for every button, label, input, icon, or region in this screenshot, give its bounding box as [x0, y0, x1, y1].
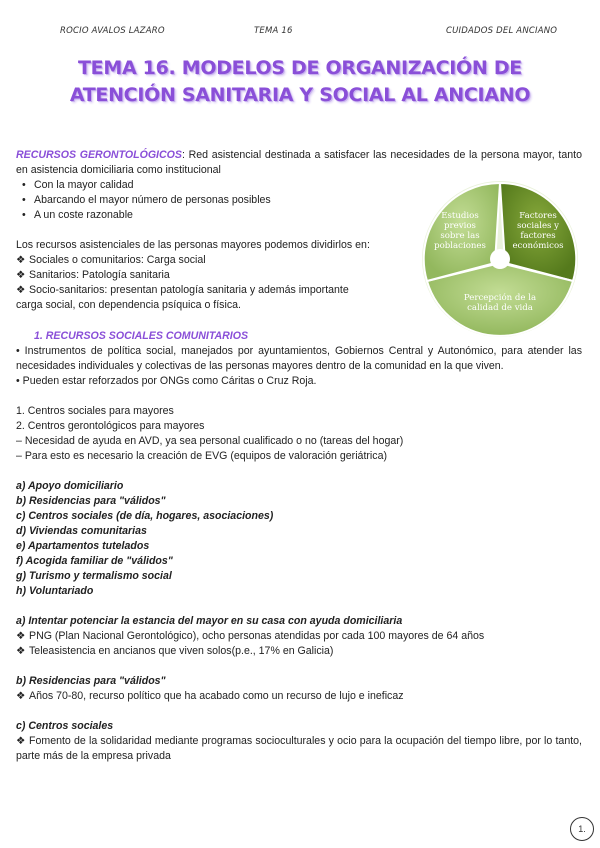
- diagram-label-factors: Factores sociales y factores económicos: [512, 211, 564, 251]
- list-item: ❖ Teleasistencia en ancianos que viven solos(p.e., 17% en Galicia): [16, 645, 334, 657]
- type-item: a) Apoyo domiciliario: [16, 480, 124, 492]
- cycle-diagram: [413, 171, 587, 341]
- diamond-bullet-icon: ❖: [16, 630, 26, 642]
- title-line-1: TEMA 16. MODELOS DE ORGANIZACIÓN DE: [78, 57, 522, 79]
- section-heading: 1. RECURSOS SOCIALES COMUNITARIOS: [34, 330, 249, 342]
- list-item: – Necesidad de ayuda en AVD, ya sea personal cualificado o no (tareas del hogar): [16, 435, 404, 447]
- list-item: • Con la mayor calidad: [34, 178, 582, 193]
- list-item: – Para esto es necesario la creación de EVG (equipos de valoración geriátrica): [16, 450, 387, 462]
- type-item: d) Viviendas comunitarias: [16, 525, 147, 537]
- diagram-label-studies: Estudios previos sobre las poblaciones: [434, 211, 486, 251]
- type-item: e) Apartamentos tutelados: [16, 540, 150, 552]
- diamond-bullet-icon: ❖: [16, 690, 26, 702]
- diamond-bullet-icon: ❖: [16, 735, 26, 747]
- list-item: ❖ Años 70-80, recurso político que ha acabado como un recurso de lujo e ineficaz: [16, 690, 404, 702]
- diagram-label-quality: Percepción de la calidad de vida: [463, 293, 537, 313]
- division-item-continued: carga social, con dependencia psíquica o física.: [16, 299, 241, 311]
- page-title: [0, 55, 600, 109]
- list-item: • A un coste razonable: [34, 208, 582, 223]
- division-item: ❖ Sanitarios: Patología sanitaria: [16, 269, 170, 281]
- division-item: ❖ Socio-sanitarios: presentan patología sanitaria y además importante: [16, 284, 349, 296]
- header-topic: TEMA 16: [254, 26, 293, 36]
- type-item: g) Turismo y termalismo social: [16, 570, 172, 582]
- page-number: 1.: [570, 817, 594, 841]
- intro-definition: : Red asistencial destinada a satisfacer las necesidades de la persona mayor, tanto en asistencia domiciliaria como institucional: [16, 149, 582, 176]
- list-item: ❖ Fomento de la solidaridad mediante programas socioculturales y ocio para la ocupación del tiempo libre, por lo tanto, parte más de la empresa privada: [16, 735, 582, 762]
- division-text: Los recursos asistenciales de las personas mayores podemos dividirlos en:: [16, 239, 370, 251]
- subsection-b-heading: b) Residencias para "válidos": [16, 675, 166, 687]
- diamond-bullet-icon: ❖: [16, 269, 26, 281]
- section-para-2: • Pueden estar reforzados por ONGs como Cáritas o Cruz Roja.: [16, 375, 317, 387]
- section-para-1: • Instrumentos de política social, manejados por ayuntamientos, Gobiernos Central y Autonómico, para atender las necesidades individuales y colectivas de las personas mayores dentro de la comunidad en la que viven.: [16, 345, 582, 372]
- list-item: 2. Centros gerontológicos para mayores: [16, 420, 205, 432]
- list-item: ❖ PNG (Plan Nacional Gerontológico), ocho personas atendidas por cada 100 mayores de 64 años: [16, 630, 485, 642]
- list-item: • Abarcando el mayor número de personas posibles: [34, 193, 582, 208]
- type-item: c) Centros sociales (de día, hogares, asociaciones): [16, 510, 274, 522]
- diamond-bullet-icon: ❖: [16, 645, 26, 657]
- division-item: ❖ Sociales o comunitarios: Carga social: [16, 254, 206, 266]
- subsection-a-heading: a) Intentar potenciar la estancia del mayor en su casa con ayuda domiciliaria: [16, 615, 403, 627]
- title-line-2: ATENCIÓN SANITARIA Y SOCIAL AL ANCIANO: [69, 84, 531, 106]
- type-item: h) Voluntariado: [16, 585, 94, 597]
- header-subject: CUIDADOS DEL ANCIANO: [446, 26, 558, 36]
- type-item: b) Residencias para "válidos": [16, 495, 166, 507]
- section-social-resources: [16, 329, 582, 764]
- list-item: 1. Centros sociales para mayores: [16, 405, 174, 417]
- diamond-bullet-icon: ❖: [16, 284, 26, 296]
- subsection-c-heading: c) Centros sociales: [16, 720, 114, 732]
- header-author: ROCIO AVALOS LAZARO: [60, 26, 165, 36]
- diamond-bullet-icon: ❖: [16, 254, 26, 266]
- type-item: f) Acogida familiar de "válidos": [16, 555, 173, 567]
- intro-term: RECURSOS GERONTOLÓGICOS: [16, 149, 182, 161]
